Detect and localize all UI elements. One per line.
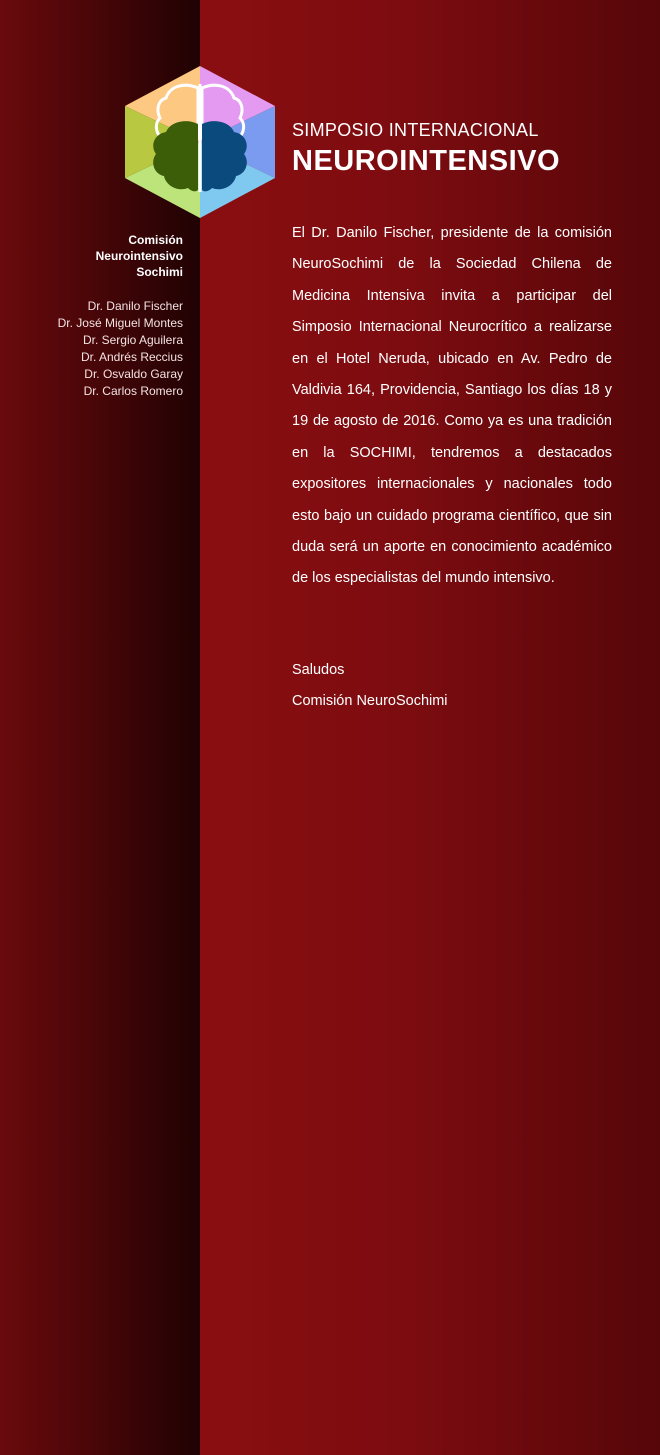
greeting: Saludos <box>292 662 345 678</box>
invitation-paragraph: El Dr. Danilo Fischer, presidente de la comisión NeuroSochimi de la Sociedad Chilena de Medicina Intensiva invita a participar del Simposio Internacional Neurocrítico a realizarse en el Hotel Neruda, ubicado en Av. Pedro de Valdivia 164, Providencia, Santiago los días 18 y 19 de agosto de 2016. Como ya es una tradición en la SOCHIMI, tendremos a destacados expositores internacionales y nacionales todo esto bajo un cuidado programa científico, que sin duda será un aporte en conocimiento académico de los especialistas del mundo intensivo. <box>292 225 612 587</box>
brain-hexagon-icon <box>122 64 278 220</box>
member-name: Dr. Andrés Reccius <box>80 350 183 364</box>
closing-block <box>292 655 448 717</box>
member-name: Dr. Sergio Aguilera <box>82 333 183 347</box>
commission-title-line: Sochimi <box>136 265 183 279</box>
commission-title-line: Neurointensivo <box>95 249 183 263</box>
member-name: Dr. Danilo Fischer <box>87 299 183 313</box>
event-title-line-1: SIMPOSIO INTERNACIONAL <box>292 120 539 140</box>
commission-title-line: Comisión <box>128 233 183 247</box>
member-name: Dr. Carlos Romero <box>83 384 183 398</box>
member-name: Dr. José Miguel Montes <box>57 316 183 330</box>
signature: Comisión NeuroSochimi <box>292 693 448 709</box>
member-name: Dr. Osvaldo Garay <box>84 367 183 381</box>
event-title-line-2: NEUROINTENSIVO <box>292 145 561 177</box>
commission-title <box>96 232 183 280</box>
members-list <box>58 298 183 400</box>
